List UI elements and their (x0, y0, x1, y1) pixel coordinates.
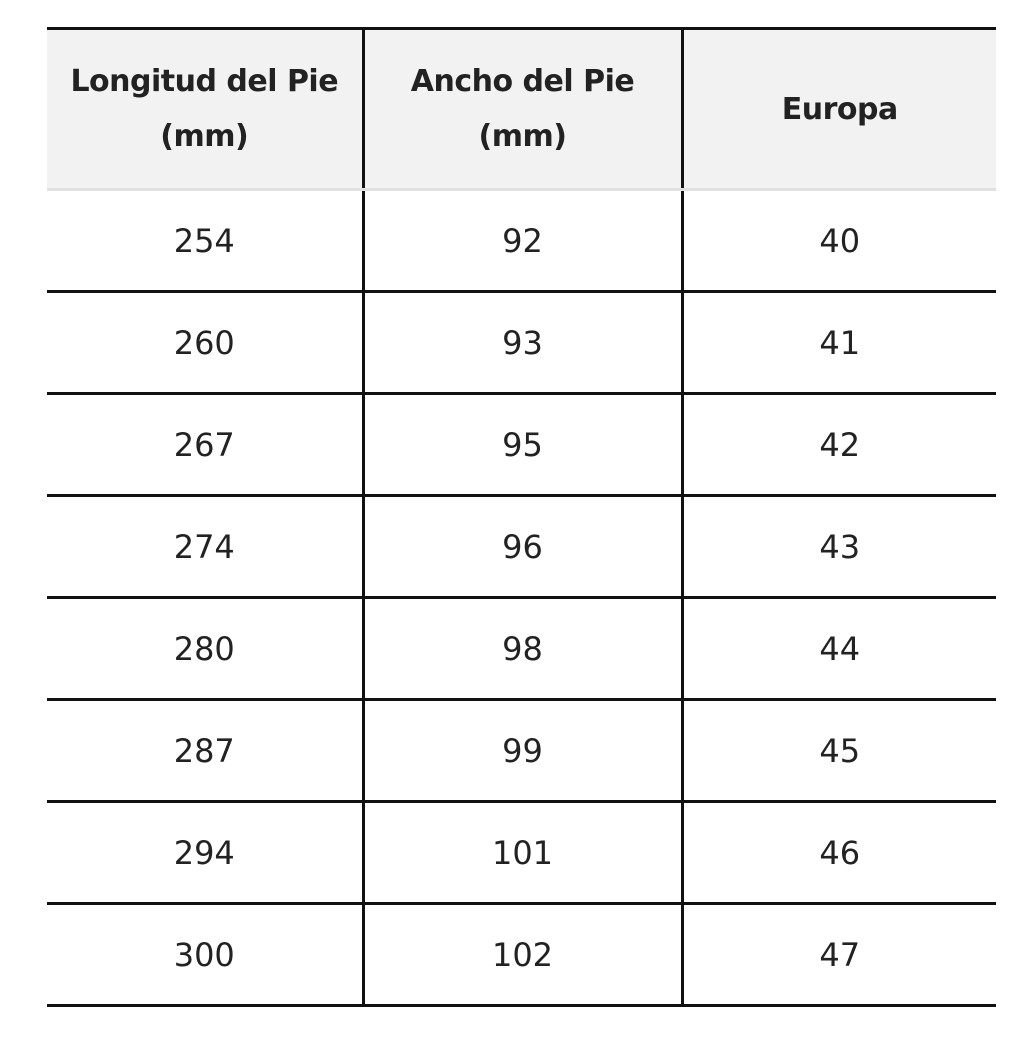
table-row (47, 904, 996, 1006)
header-europe-size: Europa (682, 29, 996, 190)
table-row (47, 292, 996, 394)
cell-europe-size: 45 (682, 700, 996, 802)
table-row (47, 802, 996, 904)
header-foot-width: Ancho del Pie (mm) (363, 29, 682, 190)
cell-foot-width: 96 (363, 496, 682, 598)
cell-foot-width: 101 (363, 802, 682, 904)
table-row (47, 394, 996, 496)
cell-europe-size: 47 (682, 904, 996, 1006)
cell-europe-size: 43 (682, 496, 996, 598)
cell-foot-length: 267 (47, 394, 363, 496)
cell-europe-size: 42 (682, 394, 996, 496)
cell-foot-length: 294 (47, 802, 363, 904)
cell-foot-length: 280 (47, 598, 363, 700)
table-row (47, 496, 996, 598)
table-row (47, 190, 996, 292)
cell-europe-size: 44 (682, 598, 996, 700)
cell-foot-width: 102 (363, 904, 682, 1006)
cell-foot-width: 98 (363, 598, 682, 700)
table-row (47, 700, 996, 802)
cell-foot-width: 95 (363, 394, 682, 496)
size-conversion-table (47, 27, 996, 1007)
table-header (47, 29, 996, 190)
cell-europe-size: 41 (682, 292, 996, 394)
cell-foot-length: 254 (47, 190, 363, 292)
cell-foot-length: 260 (47, 292, 363, 394)
header-row (47, 29, 996, 190)
cell-europe-size: 46 (682, 802, 996, 904)
cell-foot-width: 93 (363, 292, 682, 394)
cell-foot-length: 300 (47, 904, 363, 1006)
table-body (47, 190, 996, 1006)
cell-foot-width: 92 (363, 190, 682, 292)
cell-foot-length: 287 (47, 700, 363, 802)
cell-foot-width: 99 (363, 700, 682, 802)
cell-foot-length: 274 (47, 496, 363, 598)
header-foot-length: Longitud del Pie (mm) (47, 29, 363, 190)
cell-europe-size: 40 (682, 190, 996, 292)
table-row (47, 598, 996, 700)
